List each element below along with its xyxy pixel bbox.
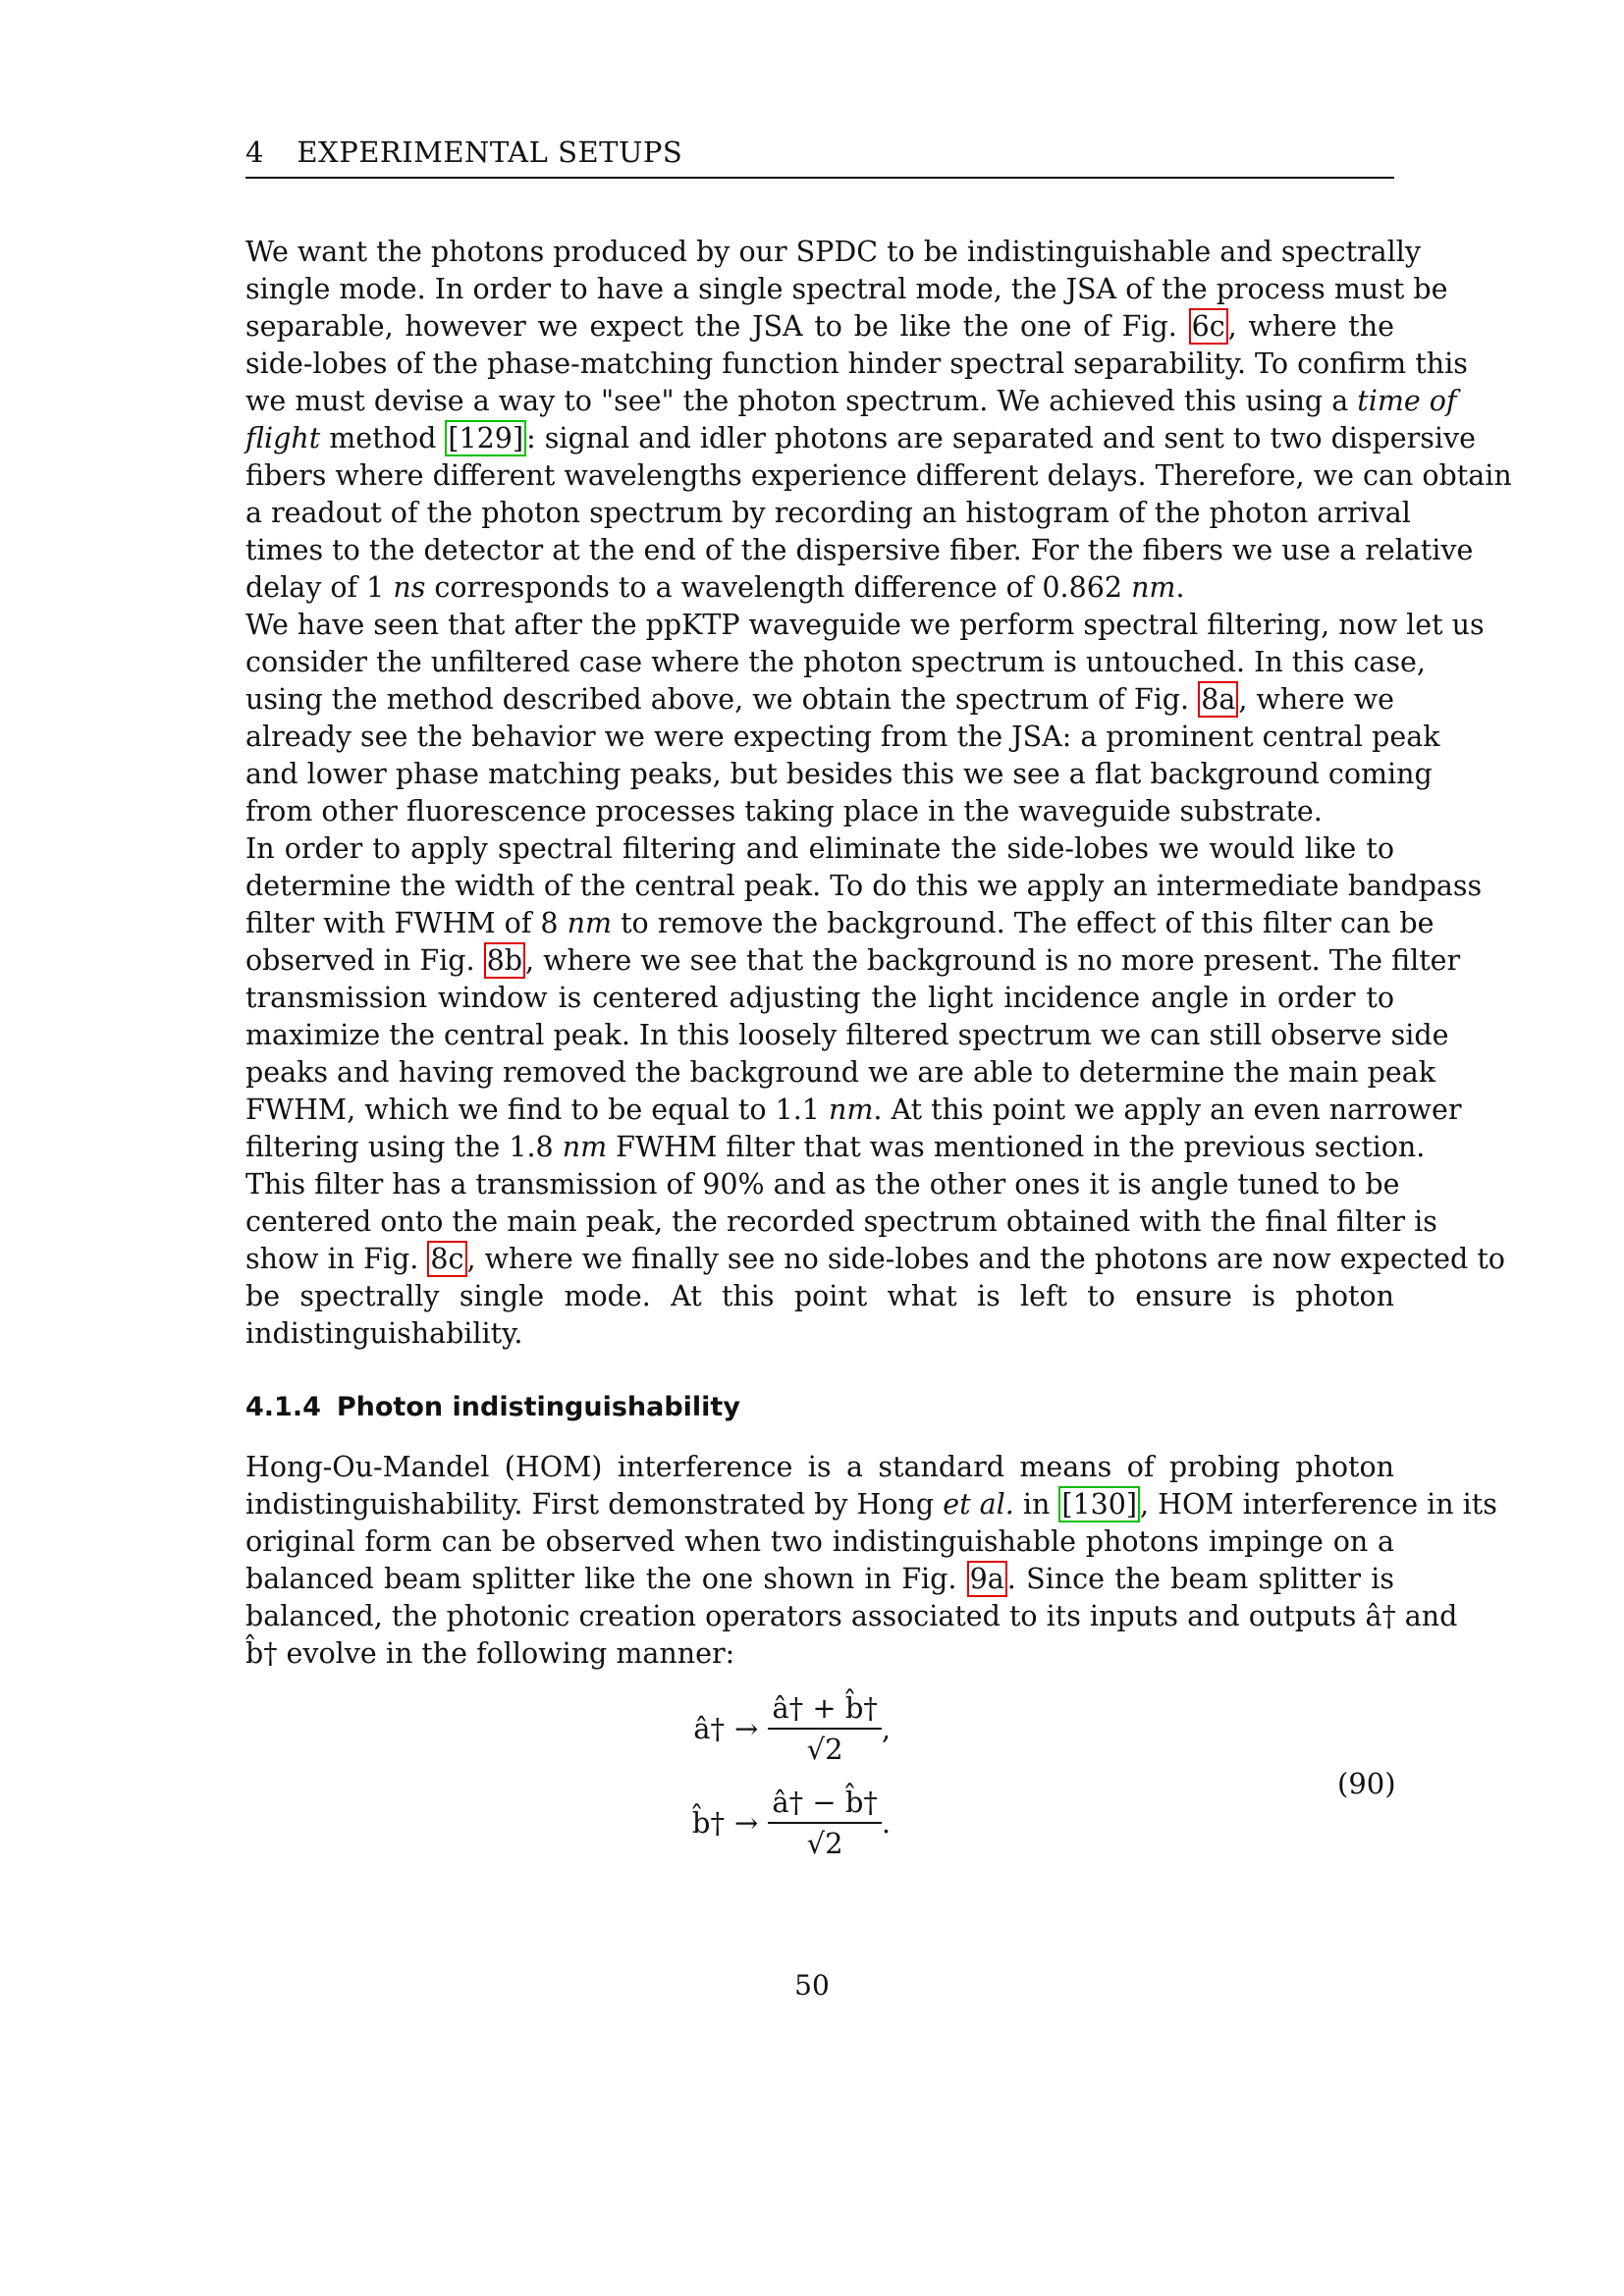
text-line: FWHM, which we find to be equal to 1.1 nm. At this point we apply an even narrower	[245, 1094, 1462, 1126]
fraction	[768, 1783, 882, 1863]
text-line: side-lobes of the phase-matching function hinder spectral separability. To confirm this	[245, 347, 1468, 380]
text-line: Hong-Ou-Mandel (HOM) interference is a standard means of probing photon	[245, 1451, 1394, 1483]
text-line: fibers where different wavelengths experience different delays. Therefore, we can obtain	[245, 459, 1512, 492]
arrow-symbol: →	[734, 1712, 759, 1745]
citation-link-130[interactable]: [130]	[1058, 1486, 1140, 1522]
text-line: separable, however we expect the JSA to be like the one of Fig. 6c , where the	[245, 310, 1394, 343]
chapter-title: EXPERIMENTAL SETUPS	[297, 135, 683, 169]
text-line: we must devise a way to "see" the photon spectrum. We achieved this using a time of	[245, 385, 1457, 417]
text-line: from other fluorescence processes taking place in the waveguide substrate.	[245, 795, 1323, 828]
equation-row-1	[654, 1688, 891, 1769]
text-line: using the method described above, we obtain the spectrum of Fig. 8a , where we	[245, 683, 1395, 716]
fraction-denominator: √2	[806, 1733, 843, 1766]
eq-lhs: b̂†	[691, 1806, 725, 1840]
figure-link-8c[interactable]: 8c	[427, 1241, 466, 1277]
text-line: This filter has a transmission of 90% and as the other ones it is angle tuned to be	[245, 1168, 1400, 1201]
text-line: be spectrally single mode. At this point what is left to ensure is photon	[245, 1280, 1394, 1312]
fraction-numerator: â† + b̂†	[768, 1688, 882, 1730]
equation-row-2	[654, 1783, 891, 1863]
text-line: centered onto the main peak, the recorded spectrum obtained with the final filter is	[245, 1205, 1437, 1238]
text-line: times to the detector at the end of the dispersive fiber. For the fibers we use a relative	[245, 534, 1474, 566]
text-line: filter with FWHM of 8 nm to remove the background. The effect of this filter can be	[245, 907, 1435, 939]
text-line: already see the behavior we were expecting from the JSA: a prominent central peak	[245, 721, 1440, 753]
text-line: consider the unfiltered case where the photon spectrum is untouched. In this case,	[245, 646, 1426, 678]
paragraph-unfiltered-spectrum	[245, 607, 1485, 830]
text-line: a readout of the photon spectrum by recording an histogram of the photon arrival	[245, 497, 1411, 529]
text-line: and lower phase matching peaks, but besides this we see a flat background coming	[245, 758, 1433, 790]
text-line: indistinguishability.	[245, 1317, 523, 1350]
text-line: We have seen that after the ppKTP waveguide we perform spectral filtering, now let us	[245, 609, 1485, 641]
text-line: flight method [129] : signal and idler photons are separated and sent to two dispersive	[245, 422, 1476, 454]
text-line: peaks and having removed the background we are able to determine the main peak	[245, 1056, 1436, 1089]
figure-link-9a[interactable]: 9a	[967, 1561, 1007, 1597]
eq-punctuation: ,	[881, 1712, 892, 1745]
text-line: balanced, the photonic creation operators associated to its inputs and outputs â† and	[245, 1600, 1458, 1632]
citation-link-129[interactable]: [129]	[445, 420, 526, 456]
figure-link-6c[interactable]: 6c	[1189, 308, 1228, 345]
chapter-number: 4	[245, 135, 264, 169]
text-line: single mode. In order to have a single spectral mode, the JSA of the process must be	[245, 273, 1448, 305]
fraction	[768, 1688, 882, 1769]
paragraph-spectral-filtering	[245, 830, 1505, 1353]
fraction-denominator: √2	[806, 1827, 843, 1860]
arrow-symbol: →	[734, 1806, 759, 1840]
section-number: 4.1.4	[245, 1392, 321, 1422]
eq-punctuation: .	[881, 1806, 892, 1840]
text-line: We want the photons produced by our SPDC to be indistinguishable and spectrally	[245, 236, 1421, 268]
equation-90	[0, 1688, 1624, 1875]
text-line: show in Fig. 8c , where we finally see no side-lobes and the photons are now expected to	[245, 1243, 1505, 1275]
text-line: balanced beam splitter like the one shown in Fig. 9a . Since the beam splitter is	[245, 1563, 1394, 1595]
paragraph-hom-interference	[245, 1449, 1497, 1673]
paragraph-spectral-mode	[245, 234, 1512, 607]
text-line: delay of 1 ns corresponds to a wavelength difference of 0.862 nm.	[245, 571, 1185, 604]
text-line: b̂† evolve in the following manner:	[245, 1637, 735, 1670]
fraction-numerator: â† − b̂†	[768, 1783, 882, 1824]
text-line: In order to apply spectral filtering and eliminate the side-lobes we would like to	[245, 832, 1394, 865]
running-header	[245, 135, 1394, 179]
text-line: transmission window is centered adjusting the light incidence angle in order to	[245, 982, 1394, 1014]
eq-lhs: â†	[693, 1712, 725, 1745]
text-line: indistinguishability. First demonstrated by Hong et al. in [130] , HOM interference in its	[245, 1488, 1497, 1521]
section-title: Photon indistinguishability	[336, 1392, 740, 1422]
figure-link-8a[interactable]: 8a	[1198, 681, 1238, 718]
text-line: filtering using the 1.8 nm FWHM filter that was mentioned in the previous section.	[245, 1131, 1426, 1163]
equation-number: (90)	[1337, 1767, 1396, 1800]
section-heading	[245, 1392, 756, 1422]
text-line: observed in Fig. 8b , where we see that the background is no more present. The filter	[245, 944, 1461, 977]
text-line: original form can be observed when two indistinguishable photons impinge on a	[245, 1525, 1394, 1558]
page-number: 50	[794, 1969, 830, 2002]
text-line: determine the width of the central peak. To do this we apply an intermediate bandpass	[245, 870, 1483, 902]
figure-link-8b[interactable]: 8b	[484, 942, 525, 979]
text-line: maximize the central peak. In this loosely filtered spectrum we can still observe side	[245, 1019, 1449, 1051]
